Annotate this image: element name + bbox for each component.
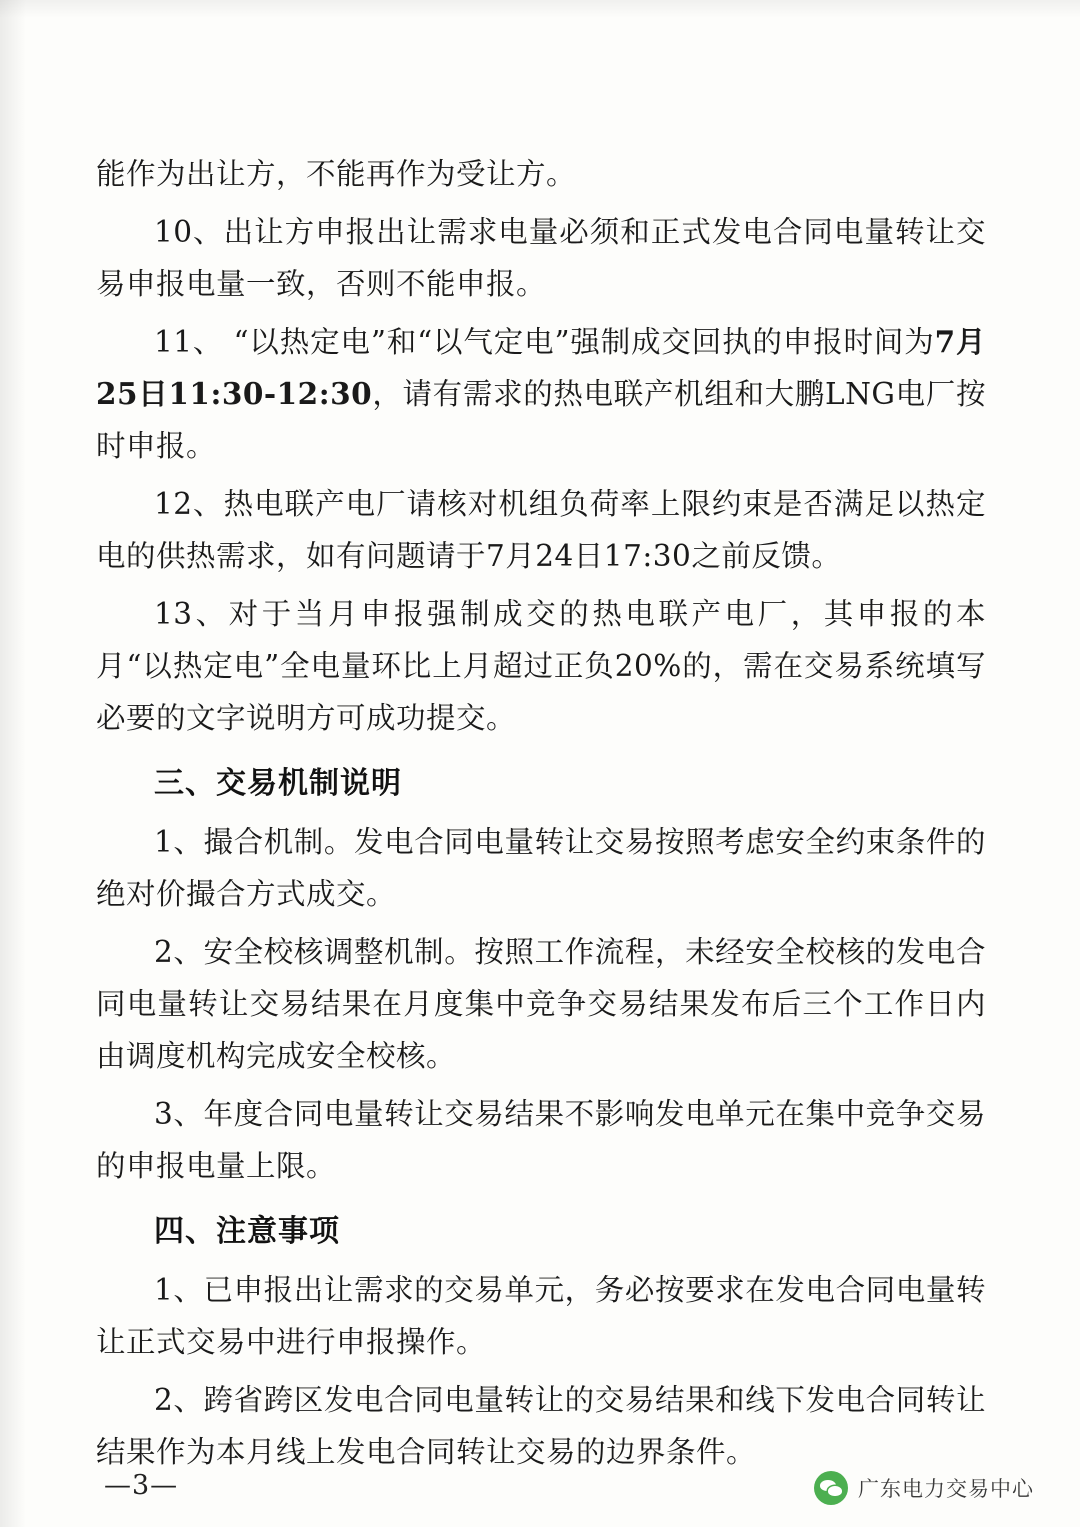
paragraph-item-13: 13、对于当月申报强制成交的热电联产电厂，其申报的本月“以热定电”全电量环比上月超过正负20%的，需在交易系统填写必要的文字说明方可成功提交。: [96, 597, 986, 735]
wechat-icon: [814, 1471, 848, 1505]
item-11-text-part-1: 11、 “以热定电”和“以气定电”强制成交回执的申报时间为: [154, 325, 935, 359]
page-top-shadow: [0, 0, 1080, 18]
wechat-account-badge: [814, 1471, 1034, 1505]
section-heading-three: 三、交易机制说明: [154, 766, 402, 801]
paragraph-continued: 能作为出让方，不能再作为受让方。: [96, 157, 577, 191]
item-11-time-range: 7月25日11:30-12:30: [96, 324, 986, 411]
section-heading-four: 四、注意事项: [154, 1214, 340, 1249]
paragraph-item-12: 12、热电联产电厂请核对机组负荷率上限约束是否满足以热定电的供热需求，如有问题请于7月24日17:30之前反馈。: [96, 487, 986, 573]
section-three-item-3: 3、年度合同电量转让交易结果不影响发电单元在集中竞争交易的申报电量上限。: [96, 1097, 986, 1183]
section-four-item-2: 2、跨省跨区发电合同电量转让的交易结果和线下发电合同转让结果作为本月线上发电合同转让交易的边界条件。: [96, 1383, 986, 1469]
wechat-account-name: 广东电力交易中心: [858, 1477, 1034, 1501]
item-11-text-part-2: ，请有需求的热电联产机组和大鹏LNG电厂按时申报。: [96, 377, 986, 463]
paragraph-item-11: [96, 316, 986, 472]
section-four-item-1: 1、已申报出让需求的交易单元，务必按要求在发电合同电量转让正式交易中进行申报操作。: [96, 1273, 986, 1359]
page-number: —3—: [104, 1470, 179, 1501]
section-three-item-1: 1、撮合机制。发电合同电量转让交易按照考虑安全约束条件的绝对价撮合方式成交。: [96, 825, 986, 911]
page-footer: [0, 1407, 1080, 1527]
document-body: [96, 148, 986, 1484]
paragraph-item-10: 10、出让方申报出让需求电量必须和正式发电合同电量转让交易申报电量一致，否则不能申报。: [96, 215, 986, 301]
page-edge-shadow: [0, 0, 26, 1527]
section-three-item-2: 2、安全校核调整机制。按照工作流程，未经安全校核的发电合同电量转让交易结果在月度集中竞争交易结果发布后三个工作日内由调度机构完成安全校核。: [96, 935, 986, 1073]
